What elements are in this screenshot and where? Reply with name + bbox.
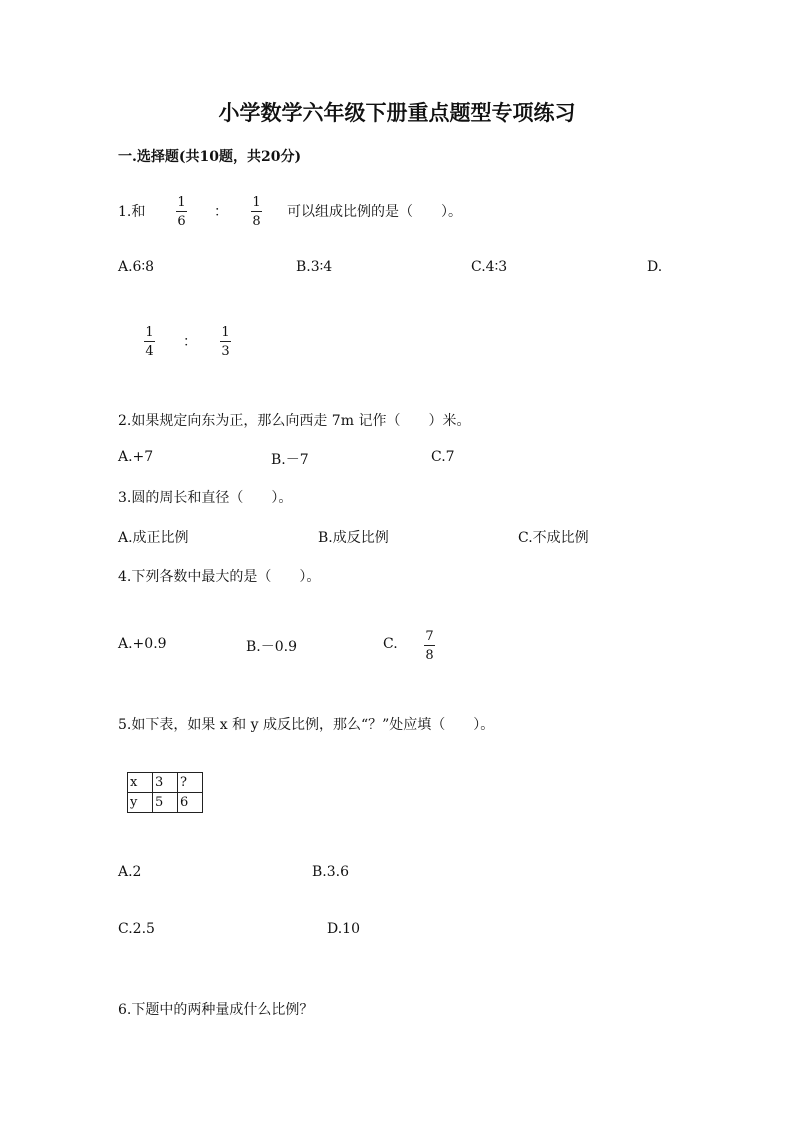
q1-suffix: 可以组成比例的是（ ）。 [287,204,462,220]
table-cell: x [128,773,153,793]
q1-prefix: 1.和 [118,204,146,220]
numerator: 1 [252,195,261,210]
table-row [128,793,203,813]
q2-option-b[interactable]: B.－7 [271,452,309,468]
table-row [128,773,203,793]
denominator: 3 [221,344,230,359]
q1-option-c[interactable]: C.4∶3 [471,259,508,275]
q2-option-a[interactable]: A.+7 [118,449,154,465]
q1-option-a[interactable]: A.6∶8 [118,259,155,275]
q1-option-d-fraction-b [220,325,231,359]
fraction-bar [144,341,155,342]
q4-option-a[interactable]: A.+0.9 [118,636,167,652]
numerator: 1 [221,325,230,340]
denominator: 4 [145,344,154,359]
numerator: 1 [177,195,186,210]
q1-fraction-b [251,195,262,229]
q4-option-b[interactable]: B.－0.9 [246,639,298,655]
q2-text: 2.如果规定向东为正，那么向西走 7m 记作（ ）米。 [118,413,471,429]
q5-option-c[interactable]: C.2.5 [118,921,155,937]
denominator: 6 [177,214,186,229]
denominator: 8 [425,648,434,663]
numerator: 7 [425,629,434,644]
fraction-bar [251,211,262,212]
q1-option-d-colon: ： [183,334,197,350]
q3-option-b[interactable]: B.成反比例 [318,530,389,546]
table-cell: 5 [153,793,178,813]
q3-option-a[interactable]: A.成正比例 [118,530,189,546]
q5-text: 5.如下表，如果 x 和 y 成反比例，那么“？”处应填（ ）。 [118,717,495,733]
q3-option-c[interactable]: C.不成比例 [518,530,589,546]
numerator: 1 [145,325,154,340]
q5-option-b[interactable]: B.3.6 [312,864,350,880]
xy-table [127,772,203,813]
q4-option-c[interactable]: C. [383,636,398,652]
q3-text: 3.圆的周长和直径（ ）。 [118,490,293,506]
q1-colon: ： [214,204,228,220]
section-heading: 一.选择题(共10题，共20分) [118,149,302,165]
q6-text: 6.下题中的两种量成什么比例？ [118,1002,314,1018]
q1-option-b[interactable]: B.3∶4 [296,259,333,275]
table-cell: ? [178,773,203,793]
fraction-bar [176,211,187,212]
q5-option-a[interactable]: A.2 [118,864,142,880]
q1-fraction-a [176,195,187,229]
q5-option-d[interactable]: D.10 [327,921,360,937]
table-cell: y [128,793,153,813]
denominator: 8 [252,214,261,229]
q4-text: 4.下列各数中最大的是（ ）。 [118,569,321,585]
q2-option-c[interactable]: C.7 [431,449,455,465]
fraction-bar [220,341,231,342]
q1-option-d[interactable]: D. [647,259,663,275]
page-title: 小学数学六年级下册重点题型专项练习 [218,100,576,125]
table-cell: 6 [178,793,203,813]
q1-option-d-fraction-a [144,325,155,359]
q4-option-c-fraction [424,629,435,663]
table-cell: 3 [153,773,178,793]
fraction-bar [424,645,435,646]
